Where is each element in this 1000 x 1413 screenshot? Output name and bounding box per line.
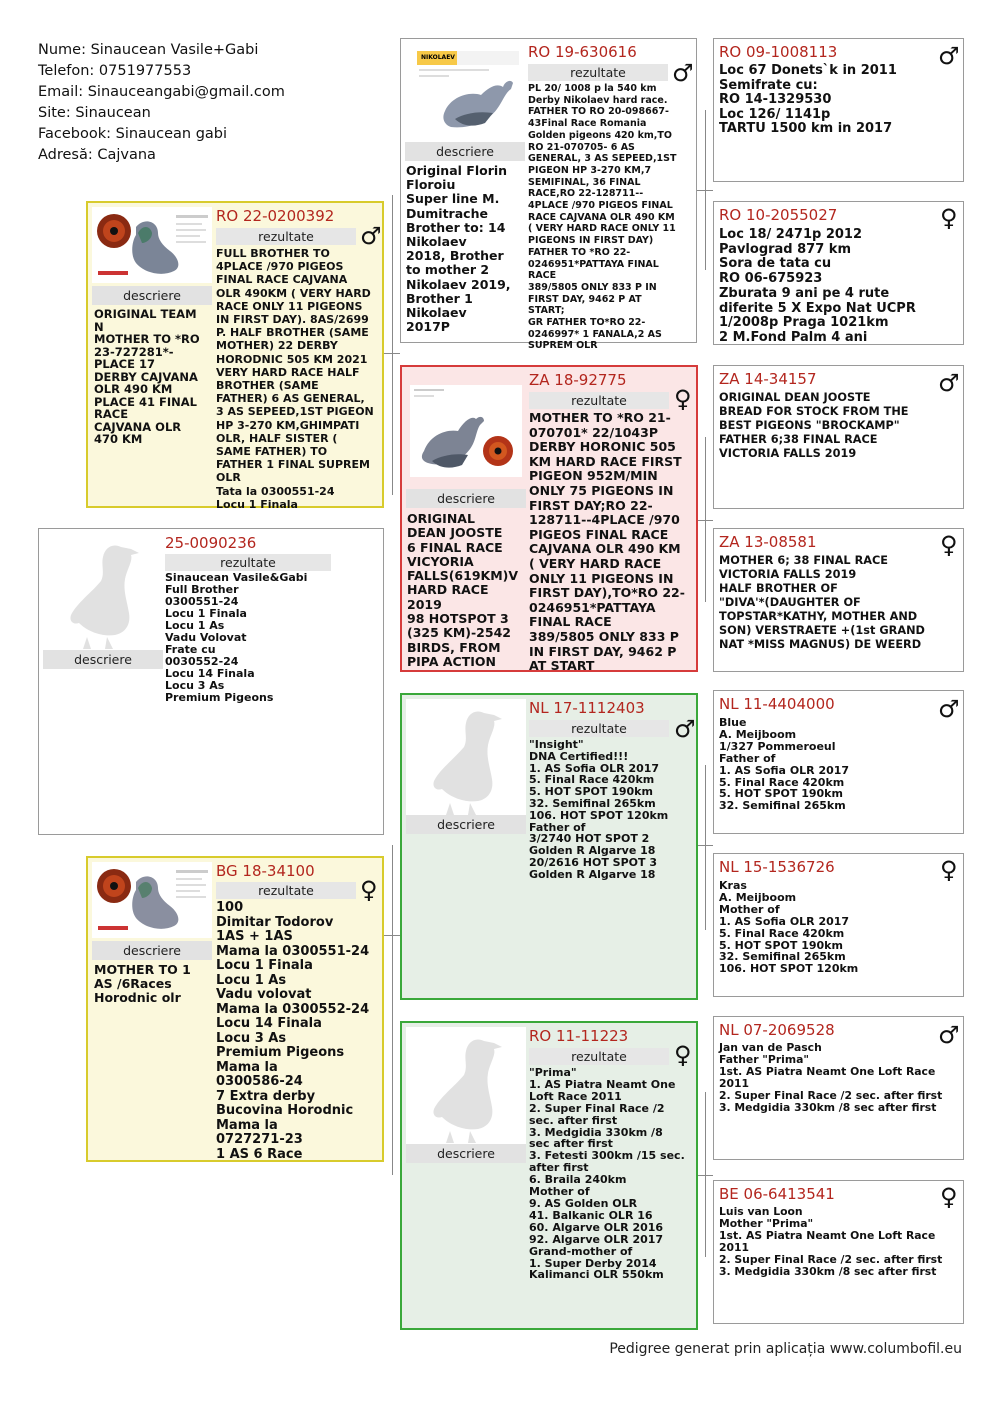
grandfather-paternal-card[interactable] — [400, 38, 697, 352]
ancestor-card-fmf[interactable] — [713, 365, 964, 509]
ring-number: RO 09-1008113 — [719, 43, 838, 61]
ring-number: 25-0090236 — [165, 534, 257, 552]
pigeon-info: Luis van Loon Mother "Prima" 1st. AS Piatra Neamt One Loft Race 2011 2. Super Final Race /2 sec. after first 3. Medgidia 330km /8 sec after first — [719, 1205, 943, 1278]
connector-line — [705, 110, 706, 270]
description-button[interactable]: descriere — [405, 142, 525, 161]
female-icon: ♀ — [940, 204, 958, 232]
ring-number: NL 07-2069528 — [719, 1021, 835, 1039]
pigeon-info: PL 20/ 1008 p la 540 km Derby Nikolaev hard race. FATHER TO RO 20-098667- 43Final Race Romania Golden pigeons 420 km,TO RO 21-070705- 6 AS GENERAL, 3 AS SEPEED,1ST PIGEON HP 3-270 KM,7 SEMIFINAL, 36 FINAL RACE,RO 22-128711-- 4PLACE /970 PIGEOS FINAL RACE CAJVANA OLR 490 KM ( VERY HARD RACE ONLY 11 PIGEONS IN FIRST DAY) FATHER TO *RO 22- 0246951*PATTAYA FINAL RACE 389/5805 ONLY 833 P IN FIRST DAY, 9462 P AT START; GR FATHER TO*RO 22- 0246997* 1 FANALA,2 AS SUPREM OLR — [528, 83, 677, 352]
pigeon-info: FULL BROTHER TO 4PLACE /970 PIGEOS FINAL RACE CAJVANA OLR 490KM ( VERY HARD RACE ONLY 11 PIGEONS IN FIRST DAY). 8AS/2699 P. HALF BROTHER (SAME MOTHER) 22 DERBY HORODNIC 505 KM 2021 VERY HARD RACE HALF BROTHER (SAME FATHER) 6 AS GENERAL, 3 AS SEPEED,1ST PIGEON HP 3-270 KM,GHIMPATI OLR, HALF SISTER ( SAME FATHER) TO FATHER 1 FINAL SUPREM OLR Tata la 0300551-24 Locu 1 Finala — [216, 247, 374, 511]
grandfather-maternal-card[interactable] — [400, 693, 698, 1000]
pigeon-photo — [92, 862, 212, 938]
pigeon-info: MOTHER 6; 38 FINAL RACE VICTORIA FALLS 2019 HALF BROTHER OF "DIVA'*(DAUGHTER OF TOPSTAR*KATHY, MOTHER AND SON) VERSTRAETE +(1st GRAND NAT *MISS MAGNUS) DE WEERD — [719, 554, 925, 651]
ancestor-card-fff[interactable] — [713, 38, 964, 182]
pigeon-icon — [43, 533, 163, 651]
owner-facebook: Facebook: Sinaucean gabi — [38, 126, 228, 142]
subject-card[interactable] — [38, 528, 384, 835]
connector-line — [392, 845, 393, 1175]
ring-number: NL 15-1536726 — [719, 858, 835, 876]
pigeon-info: Loc 67 Donets`k in 2011 Semifrate cu: RO 14-1329530 Loc 126/ 1141p TARTU 1500 km in 2017 — [719, 63, 897, 136]
female-icon: ♀ — [940, 1183, 958, 1211]
ring-number: RO 10-2055027 — [719, 206, 838, 224]
ring-number: NL 17-1112403 — [529, 699, 645, 717]
owner-address: Adresă: Cajvana — [38, 147, 156, 163]
owner-site: Site: Sinaucean — [38, 105, 151, 121]
mother-card[interactable] — [86, 856, 384, 1162]
results-button[interactable]: rezultate — [165, 554, 331, 571]
ring-photo-caption: NIKOLAEV — [421, 54, 455, 61]
results-button[interactable]: rezultate — [216, 882, 356, 899]
ring-number: ZA 18-92775 — [529, 371, 627, 389]
ring-number: NL 11-4404000 — [719, 695, 835, 713]
owner-name: Nume: Sinaucean Vasile+Gabi — [38, 42, 259, 58]
grandmother-paternal-card[interactable] — [400, 365, 698, 672]
connector-line — [705, 765, 706, 930]
male-icon: ♂ — [938, 695, 960, 723]
description-button[interactable]: descriere — [92, 286, 212, 305]
pigeon-notes: ORIGINAL TEAM N MOTHER TO *RO 23-727281*- PLACE 17 DERBY CAJVANA OLR 490 KM PLACE 41 FINAL RACE CAJVANA OLR 470 KM — [94, 307, 200, 446]
male-icon: ♂ — [938, 369, 960, 397]
ancestor-card-mfm[interactable] — [713, 853, 964, 997]
pigeon-photo — [92, 207, 212, 283]
results-button[interactable]: rezultate — [529, 392, 669, 409]
pigeon-info: "Insight" DNA Certified!!! 1. AS Sofia OLR 2017 5. Final Race 420km 5. HOT SPOT 190km 32. Semifinal 265km 106. HOT SPOT 120km Father of 3/2740 HOT SPOT 2 Golden R Algarve 18 20/2616 HOT SPOT 3 Golden R Algarve 18 — [529, 738, 669, 881]
results-button[interactable]: rezultate — [529, 720, 669, 737]
pigeon-silhouette — [406, 699, 526, 817]
ancestor-card-mff[interactable] — [713, 690, 964, 834]
ring-number: ZA 13-08581 — [719, 533, 817, 551]
pigeon-info: Sinaucean Vasile&Gabi Full Brother 0300551-24 Locu 1 Finala Locu 1 As Vadu Volovat Frate cu 0030552-24 Locu 14 Finala Locu 3 As Premium Pigeons — [165, 571, 308, 704]
pigeon-info: Kras A. Meijboom Mother of 1. AS Sofia OLR 2017 5. Final Race 420km 5. HOT SPOT 190km 32. Semifinal 265km 106. HOT SPOT 120km — [719, 879, 859, 976]
pigeon-info: 100 Dimitar Todorov 1AS + 1AS Mama la 0300551-24 Locu 1 Finala Locu 1 As Vadu volovat Mama la 0300552-24 Locu 14 Finala Locu 3 As Premium Pigeons Mama la 0300586-24 7 Extra derby Bucovina Horodnic Mama la 0727271-23 1 AS 6 Race — [216, 900, 370, 1162]
male-icon: ♂ — [360, 222, 382, 250]
pigeon-info: Loc 18/ 2471p 2012 Pavlograd 877 km Sora de tata cu RO 06-675923 Zburata 9 ani pe 4 rute diferite 5 X Expo Nat UCPR 1/2008p Praga 1021km 2 M.Fond Palm 4 ani — [719, 227, 916, 345]
pigeon-photo-icon — [410, 385, 522, 477]
female-icon: ♀ — [940, 531, 958, 559]
footer-credit: Pedigree generat prin aplicația www.columbofil.eu — [609, 1341, 962, 1357]
ancestor-card-ffm[interactable] — [713, 201, 964, 345]
connector-line — [705, 437, 706, 602]
description-button[interactable]: descriere — [92, 941, 212, 960]
male-icon: ♂ — [672, 59, 694, 87]
pigeon-info: Blue A. Meijboom 1/327 Pommeroeul Father of 1. AS Sofia OLR 2017 5. Final Race 420km 5. HOT SPOT 190km 32. Semifinal 265km — [719, 716, 850, 813]
pigeon-photo — [410, 385, 522, 477]
male-icon: ♂ — [938, 42, 960, 70]
owner-phone: Telefon: 0751977553 — [38, 63, 192, 79]
pigeon-notes: MOTHER TO 1 AS /6Races Horodnic olr — [94, 962, 191, 1005]
pigeon-photo-icon — [92, 862, 212, 938]
father-card[interactable] — [86, 201, 384, 511]
ring-number: ZA 14-34157 — [719, 370, 817, 388]
ring-number: RO 11-11223 — [529, 1027, 629, 1045]
description-button[interactable]: descriere — [406, 489, 526, 508]
description-button[interactable]: descriere — [43, 650, 163, 669]
connector-line — [705, 1092, 706, 1257]
pigeon-info: Jan van de Pasch Father "Prima" 1st. AS Piatra Neamt One Loft Race 2011 2. Super Final Race /2 sec. after first 3. Medgidia 330km /8 sec after first — [719, 1041, 943, 1114]
description-button[interactable]: descriere — [406, 1144, 526, 1163]
ancestor-card-mmf[interactable] — [713, 1016, 964, 1160]
male-icon: ♂ — [674, 715, 696, 743]
ancestor-card-fmm[interactable] — [713, 528, 964, 672]
pigeon-notes: Original Florin Floroiu Super line M. Dumitrache Brother to: 14 Nikolaev 2018, Brother to mother 2 Nikolaev 2019, Brother 1 Nikolaev 2017P — [406, 163, 511, 335]
results-button[interactable]: rezultate — [216, 228, 356, 245]
ring-number: BG 18-34100 — [216, 862, 315, 880]
results-button[interactable]: rezultate — [529, 1048, 669, 1065]
pigeon-silhouette — [406, 1027, 526, 1145]
female-icon: ♀ — [360, 876, 378, 904]
female-icon: ♀ — [674, 1041, 692, 1069]
pigeon-photo-icon — [92, 207, 212, 283]
connector-line — [392, 195, 393, 495]
pigeon-silhouette — [43, 533, 163, 651]
ring-number: RO 22-0200392 — [216, 207, 335, 225]
pigeon-info: MOTHER TO *RO 21- 070701* 22/1043P DERBY HORONIC 505 KM HARD RACE FIRST PIGEON 952M/MIN ONLY 75 PIGEONS IN FIRST DAY;RO 22- 128711--4PLACE /970 PIGEOS FINAL RACE CAJVANA OLR 490 KM ( VERY HARD RACE ONLY 11 PIGEONS IN FIRST DAY),TO*RO 22- 0246951*PATTAYA FINAL RACE 389/5805 ONLY 833 P IN FIRST DAY, 9462 P AT START — [529, 410, 685, 674]
owner-info — [38, 40, 368, 166]
owner-email: Email: Sinauceangabi@gmail.com — [38, 84, 285, 100]
results-button[interactable]: rezultate — [528, 64, 668, 81]
pigeon-icon — [406, 1027, 526, 1145]
pigeon-icon — [406, 699, 526, 817]
male-icon: ♂ — [938, 1021, 960, 1049]
pigeon-photo-icon — [415, 47, 521, 143]
female-icon: ♀ — [940, 856, 958, 884]
pigeon-notes: ORIGINAL DEAN JOOSTE 6 FINAL RACE VICYORIA FALLS(619KM)V HARD RACE 2019 98 HOTSPOT 3 (325 KM)-2542 BIRDS, FROM PIPA ACTION — [407, 511, 519, 669]
description-button[interactable]: descriere — [406, 815, 526, 834]
grandmother-maternal-card[interactable] — [400, 1021, 698, 1330]
pigeon-photo — [415, 47, 521, 143]
ring-number: RO 19-630616 — [528, 43, 637, 61]
pigeon-info: "Prima" 1. AS Piatra Neamt One Loft Race 2011 2. Super Final Race /2 sec. after first 3. Medgidia 330km /8 sec after first 3. Fetesti 300km /15 sec. after first 6. Braila 240km Mother of 9. AS Golden OLR 41. Balkanic OLR 16 60. Algarve OLR 2016 92. Algarve OLR 2017 Grand-mother of 1. Super Derby 2014 Kalimanci OLR 550km — [529, 1066, 685, 1282]
ancestor-card-mmm[interactable] — [713, 1180, 964, 1324]
female-icon: ♀ — [674, 385, 692, 413]
pigeon-info: ORIGINAL DEAN JOOSTE BREAD FOR STOCK FROM THE BEST PIGEONS "BROCKAMP" FATHER 6;38 FINAL RACE VICTORIA FALLS 2019 — [719, 391, 909, 460]
ring-number: BE 06-6413541 — [719, 1185, 835, 1203]
